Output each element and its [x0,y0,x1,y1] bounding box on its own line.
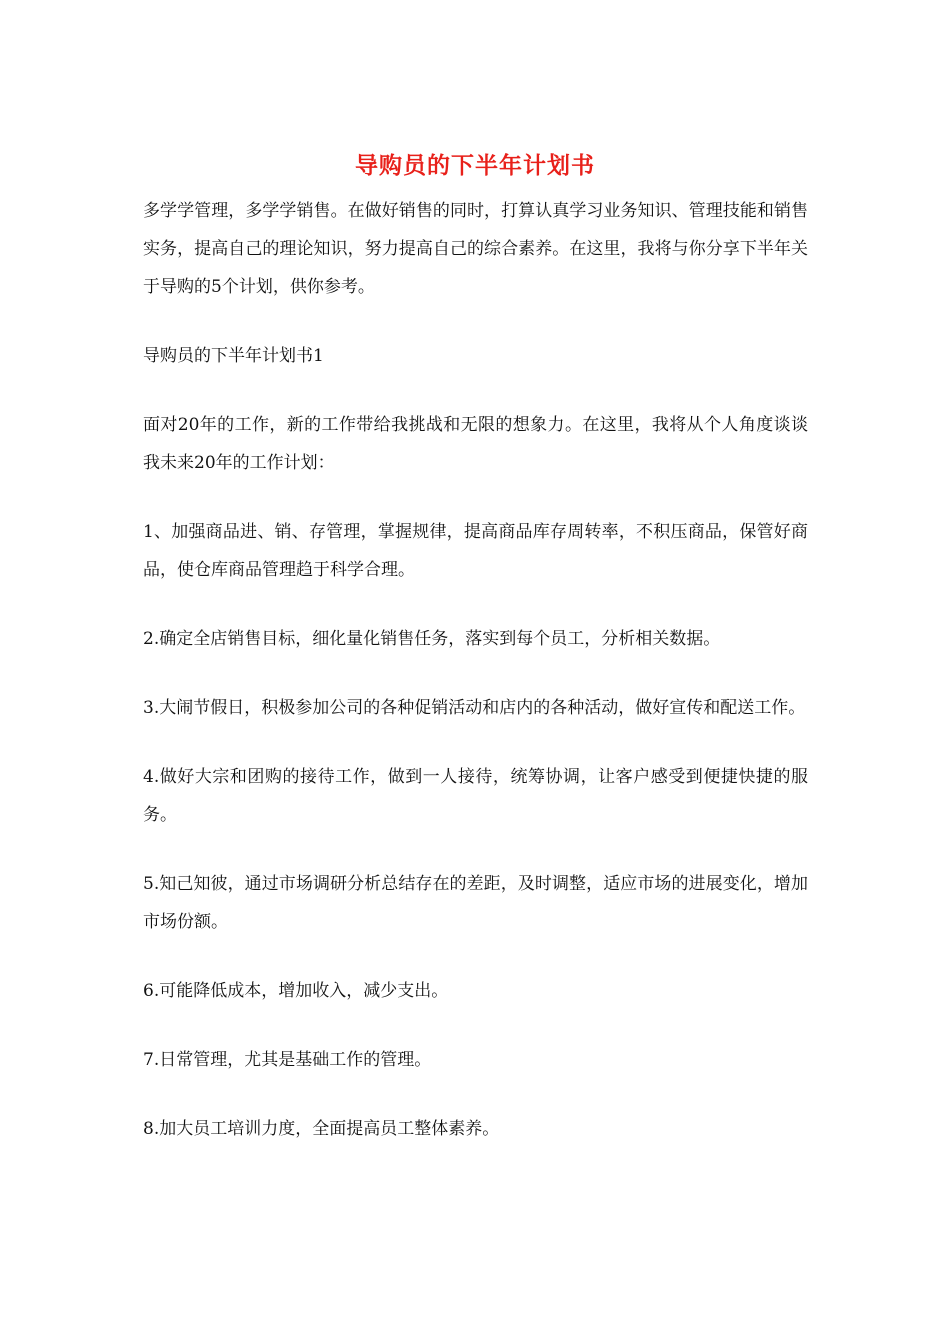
plan-item-6: 6.可能降低成本，增加收入，减少支出。 [143,981,449,1001]
document-title: 导购员的下半年计划书 [355,152,595,179]
document-body [143,192,808,1179]
plan-item-7: 7.日常管理，尤其是基础工作的管理。 [143,1050,432,1070]
body-paragraph: 面对20年的工作，新的工作带给我挑战和无限的想象力。在这里，我将从个人角度谈谈我未来20年的工作计划： [143,415,808,473]
intro-paragraph: 多学学管理，多学学销售。在做好销售的同时，打算认真学习业务知识、管理技能和销售实务，提高自己的理论知识，努力提高自己的综合素养。在这里，我将与你分享下半年关于导购的5个计划，供你参考。 [143,201,808,297]
plan-item-3: 3.大闹节假日，积极参加公司的各种促销活动和店内的各种活动，做好宣传和配送工作。 [143,698,806,718]
plan-item-5: 5.知己知彼，通过市场调研分析总结存在的差距，及时调整，适应市场的进展变化，增加市场份额。 [143,874,808,932]
section-heading: 导购员的下半年计划书1 [143,346,324,366]
plan-item-2: 2.确定全店销售目标，细化量化销售任务，落实到每个员工，分析相关数据。 [143,629,721,649]
plan-item-4: 4.做好大宗和团购的接待工作，做到一人接待，统筹协调，让客户感受到便捷快捷的服务。 [143,767,808,825]
plan-item-8: 8.加大员工培训力度，全面提高员工整体素养。 [143,1119,500,1139]
plan-item-1: 1、加强商品进、销、存管理，掌握规律，提高商品库存周转率，不积压商品，保管好商品，使仓库商品管理趋于科学合理。 [143,522,808,580]
